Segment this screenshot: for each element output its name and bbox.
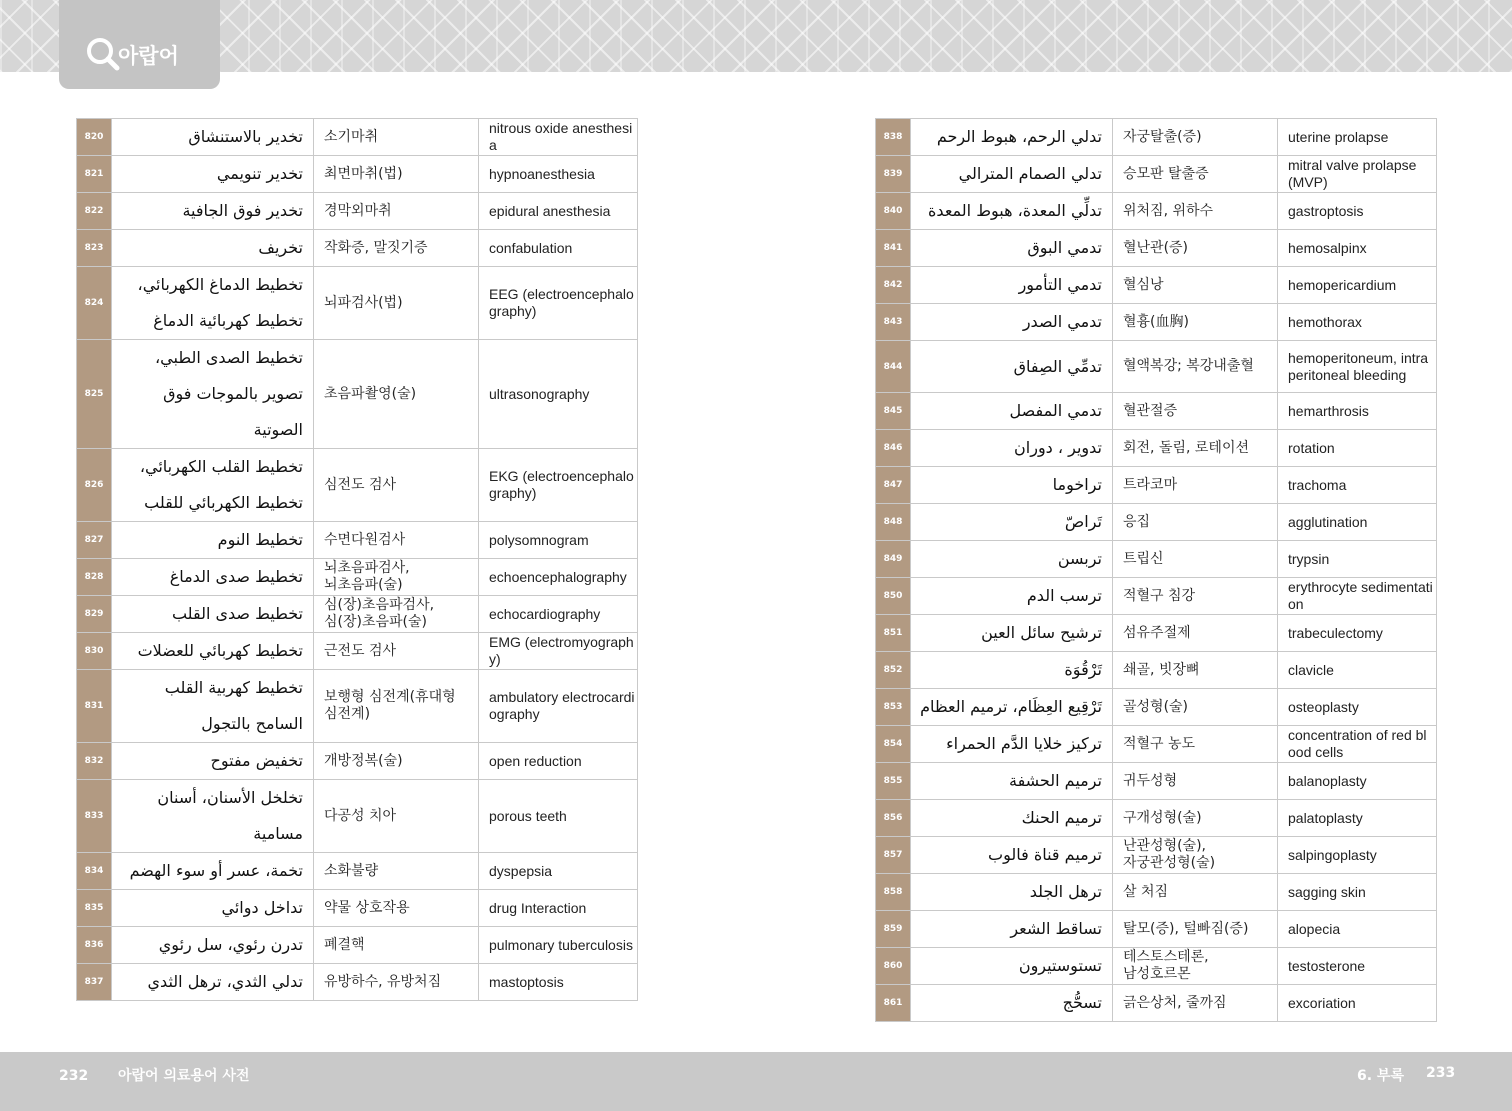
arabic-term: تدلي الرحم، هبوط الرحم [911, 119, 1113, 156]
arabic-term: تَرْقُوَة [911, 652, 1113, 689]
english-term: testosterone [1278, 948, 1437, 985]
table-row [77, 193, 638, 230]
english-term: EEG (electroencephalography) [479, 267, 638, 340]
table-row [876, 541, 1437, 578]
entry-number: 855 [876, 763, 911, 800]
arabic-term: ترشيح سائل العين [911, 615, 1113, 652]
entry-number: 860 [876, 948, 911, 985]
table-row [876, 689, 1437, 726]
korean-term: 소화불량 [314, 853, 479, 890]
english-term: epidural anesthesia [479, 193, 638, 230]
korean-term: 작화증, 말짓기증 [314, 230, 479, 267]
entry-number: 845 [876, 393, 911, 430]
korean-term: 수면다원검사 [314, 522, 479, 559]
korean-term: 혈액복강; 복강내출혈 [1113, 341, 1278, 393]
right-glossary-table [875, 118, 1437, 1022]
english-term: mastoptosis [479, 964, 638, 1001]
entry-number: 823 [77, 230, 112, 267]
entry-number: 842 [876, 267, 911, 304]
arabic-term: ترهل الجلد [911, 874, 1113, 911]
english-term: hemarthrosis [1278, 393, 1437, 430]
entry-number: 839 [876, 156, 911, 193]
table-row [77, 780, 638, 853]
tab-label: 아랍어 [118, 44, 179, 68]
arabic-term: تدمي المفصل [911, 393, 1113, 430]
table-row [77, 522, 638, 559]
table-row [876, 800, 1437, 837]
korean-term: 근전도 검사 [314, 633, 479, 670]
korean-term: 자궁탈출(증) [1113, 119, 1278, 156]
table-row [77, 119, 638, 156]
arabic-term: تربسن [911, 541, 1113, 578]
korean-term: 난관성형(술), 자궁관성형(술) [1113, 837, 1278, 874]
korean-term: 회전, 돌림, 로테이션 [1113, 430, 1278, 467]
english-term: hypnoanesthesia [479, 156, 638, 193]
entry-number: 843 [876, 304, 911, 341]
english-term: echocardiography [479, 596, 638, 633]
table-row [77, 559, 638, 596]
entry-number: 854 [876, 726, 911, 763]
table-row [876, 393, 1437, 430]
english-term: drug Interaction [479, 890, 638, 927]
korean-term: 폐결핵 [314, 927, 479, 964]
table-row [876, 119, 1437, 156]
arabic-term: تخطيط الدماغ الكهربائي، تخطيط كهربائية الدماغ [112, 267, 314, 340]
korean-term: 혈난관(증) [1113, 230, 1278, 267]
arabic-term: تراخوما [911, 467, 1113, 504]
entry-number: 838 [876, 119, 911, 156]
english-term: polysomnogram [479, 522, 638, 559]
table-row [77, 633, 638, 670]
arabic-term: تخدير تنويمي [112, 156, 314, 193]
table-row [876, 230, 1437, 267]
table-row [77, 267, 638, 340]
arabic-term: تخطيط صدى الدماغ [112, 559, 314, 596]
arabic-term: تخريف [112, 230, 314, 267]
english-term: ambulatory electrocardiography [479, 670, 638, 743]
table-row [876, 874, 1437, 911]
korean-term: 트라코마 [1113, 467, 1278, 504]
korean-term: 혈흉(血胸) [1113, 304, 1278, 341]
english-term: agglutination [1278, 504, 1437, 541]
entry-number: 833 [77, 780, 112, 853]
english-term: echoencephalography [479, 559, 638, 596]
arabic-term: تخطيط الصدى الطبي، تصوير بالموجات فوق الصوتية [112, 340, 314, 449]
entry-number: 836 [77, 927, 112, 964]
entry-number: 852 [876, 652, 911, 689]
korean-term: 초음파촬영(술) [314, 340, 479, 449]
korean-term: 약물 상호작용 [314, 890, 479, 927]
english-term: concentration of red blood cells [1278, 726, 1437, 763]
english-term: dyspepsia [479, 853, 638, 890]
arabic-term: تساقط الشعر [911, 911, 1113, 948]
korean-term: 적혈구 침강 [1113, 578, 1278, 615]
entry-number: 831 [77, 670, 112, 743]
table-row [77, 670, 638, 743]
english-term: sagging skin [1278, 874, 1437, 911]
entry-number: 856 [876, 800, 911, 837]
korean-term: 개방정복(술) [314, 743, 479, 780]
arabic-term: تدرن رئوي، سل رئوي [112, 927, 314, 964]
english-term: pulmonary tuberculosis [479, 927, 638, 964]
arabic-term: تَراصّ [911, 504, 1113, 541]
korean-term: 골성형(술) [1113, 689, 1278, 726]
table-row [77, 964, 638, 1001]
table-row [876, 615, 1437, 652]
arabic-term: تخفيض مفتوح [112, 743, 314, 780]
table-row [77, 340, 638, 449]
english-term: uterine prolapse [1278, 119, 1437, 156]
english-term: open reduction [479, 743, 638, 780]
entry-number: 835 [77, 890, 112, 927]
english-term: ultrasonography [479, 340, 638, 449]
arabic-term: تخمة، عسر أو سوء الهضم [112, 853, 314, 890]
arabic-term: تخدير فوق الجافية [112, 193, 314, 230]
english-term: hemoperitoneum, intraperitoneal bleeding [1278, 341, 1437, 393]
entry-number: 846 [876, 430, 911, 467]
left-glossary-table [76, 118, 638, 1001]
arabic-term: تخلخل الأسنان، أسنان مسامية [112, 780, 314, 853]
entry-number: 849 [876, 541, 911, 578]
korean-term: 뇌초음파검사, 뇌초음파(술) [314, 559, 479, 596]
korean-term: 심(장)초음파검사, 심(장)초음파(술) [314, 596, 479, 633]
table-row [876, 911, 1437, 948]
korean-term: 섬유주절제 [1113, 615, 1278, 652]
header-banner [0, 0, 1512, 72]
left-book-title: 아랍어 의료용어 사전 [118, 1068, 250, 1084]
english-term: gastroptosis [1278, 193, 1437, 230]
english-term: hemopericardium [1278, 267, 1437, 304]
english-term: excoriation [1278, 985, 1437, 1022]
table-row [876, 652, 1437, 689]
korean-term: 트립신 [1113, 541, 1278, 578]
arabic-term: تدمي الصدر [911, 304, 1113, 341]
table-row [876, 763, 1437, 800]
arabic-term: تخطيط صدى القلب [112, 596, 314, 633]
entry-number: 848 [876, 504, 911, 541]
arabic-term: تدلي الصمام المترالي [911, 156, 1113, 193]
right-section-title: 6. 부록 [1357, 1068, 1404, 1084]
table-row [876, 578, 1437, 615]
table-row [77, 596, 638, 633]
entry-number: 850 [876, 578, 911, 615]
table-row [77, 890, 638, 927]
entry-number: 858 [876, 874, 911, 911]
english-term: alopecia [1278, 911, 1437, 948]
arabic-term: ترميم الحنك [911, 800, 1113, 837]
korean-term: 구개성형(술) [1113, 800, 1278, 837]
korean-term: 귀두성형 [1113, 763, 1278, 800]
entry-number: 828 [77, 559, 112, 596]
table-row [77, 230, 638, 267]
entry-number: 830 [77, 633, 112, 670]
korean-term: 다공성 치아 [314, 780, 479, 853]
arabic-term: تركيز خلايا الدَّم الحمراء [911, 726, 1113, 763]
korean-term: 심전도 검사 [314, 449, 479, 522]
table-row [876, 156, 1437, 193]
table-row [77, 853, 638, 890]
korean-term: 혈관절증 [1113, 393, 1278, 430]
search-icon [85, 36, 121, 72]
korean-term: 뇌파검사(법) [314, 267, 479, 340]
table-row [876, 467, 1437, 504]
entry-number: 826 [77, 449, 112, 522]
arabic-term: ترسب الدم [911, 578, 1113, 615]
right-page-number: 233 [1426, 1065, 1456, 1081]
english-term: clavicle [1278, 652, 1437, 689]
entry-number: 853 [876, 689, 911, 726]
left-page-number: 232 [59, 1068, 89, 1084]
english-term: porous teeth [479, 780, 638, 853]
entry-number: 837 [77, 964, 112, 1001]
korean-term: 유방하수, 유방처짐 [314, 964, 479, 1001]
korean-term: 보행형 심전계(휴대형 심전계) [314, 670, 479, 743]
korean-term: 경막외마취 [314, 193, 479, 230]
table-row [876, 304, 1437, 341]
korean-term: 살 처짐 [1113, 874, 1278, 911]
table-row [876, 504, 1437, 541]
table-row [876, 726, 1437, 763]
arabic-term: تخطيط كهربائي للعضلات [112, 633, 314, 670]
entry-number: 829 [77, 596, 112, 633]
entry-number: 841 [876, 230, 911, 267]
korean-term: 최면마취(법) [314, 156, 479, 193]
entry-number: 840 [876, 193, 911, 230]
table-row [876, 341, 1437, 393]
english-term: mitral valve prolapse (MVP) [1278, 156, 1437, 193]
english-term: balanoplasty [1278, 763, 1437, 800]
entry-number: 851 [876, 615, 911, 652]
english-term: trabeculectomy [1278, 615, 1437, 652]
arabic-term: تدوير ، دوران [911, 430, 1113, 467]
entry-number: 847 [876, 467, 911, 504]
korean-term: 긁은상처, 줄까짐 [1113, 985, 1278, 1022]
entry-number: 824 [77, 267, 112, 340]
arabic-term: تستوستيرون [911, 948, 1113, 985]
korean-term: 탈모(증), 털빠짐(증) [1113, 911, 1278, 948]
entry-number: 861 [876, 985, 911, 1022]
korean-term: 적혈구 농도 [1113, 726, 1278, 763]
entry-number: 844 [876, 341, 911, 393]
korean-term: 테스토스테론, 남성호르몬 [1113, 948, 1278, 985]
korean-term: 위처짐, 위하수 [1113, 193, 1278, 230]
korean-term: 소기마취 [314, 119, 479, 156]
entry-number: 822 [77, 193, 112, 230]
footer-bar [0, 1052, 1512, 1111]
arabic-term: تخدير بالاستنشاق [112, 119, 314, 156]
english-term: confabulation [479, 230, 638, 267]
table-row [876, 267, 1437, 304]
english-term: EKG (electroencephalography) [479, 449, 638, 522]
entry-number: 834 [77, 853, 112, 890]
table-row [876, 837, 1437, 874]
english-term: salpingoplasty [1278, 837, 1437, 874]
entry-number: 821 [77, 156, 112, 193]
arabic-term: تدمِّي الصِفاق [911, 341, 1113, 393]
english-term: hemosalpinx [1278, 230, 1437, 267]
table-row [876, 948, 1437, 985]
english-term: trachoma [1278, 467, 1437, 504]
arabic-term: تدمي التأمور [911, 267, 1113, 304]
arabic-term: تخطيط النوم [112, 522, 314, 559]
english-term: osteoplasty [1278, 689, 1437, 726]
english-term: erythrocyte sedimentation [1278, 578, 1437, 615]
table-row [77, 927, 638, 964]
korean-term: 쇄골, 빗장뼈 [1113, 652, 1278, 689]
korean-term: 응집 [1113, 504, 1278, 541]
table-row [77, 156, 638, 193]
arabic-term: ترميم الحشفة [911, 763, 1113, 800]
table-row [77, 743, 638, 780]
arabic-term: تدمي البوق [911, 230, 1113, 267]
english-term: nitrous oxide anesthesia [479, 119, 638, 156]
entry-number: 820 [77, 119, 112, 156]
table-row [876, 193, 1437, 230]
english-term: palatoplasty [1278, 800, 1437, 837]
arabic-term: تخطيط القلب الكهربائي، تخطيط الكهربائي للقلب [112, 449, 314, 522]
entry-number: 859 [876, 911, 911, 948]
english-term: EMG (electromyography) [479, 633, 638, 670]
entry-number: 832 [77, 743, 112, 780]
table-row [77, 449, 638, 522]
english-term: rotation [1278, 430, 1437, 467]
table-row [876, 985, 1437, 1022]
arabic-term: تخطيط كهربية القلب السامح بالتجول [112, 670, 314, 743]
korean-term: 승모판 탈출증 [1113, 156, 1278, 193]
entry-number: 825 [77, 340, 112, 449]
table-row [876, 430, 1437, 467]
arabic-term: تَرْقِيع العِظَام، ترميم العظام [911, 689, 1113, 726]
arabic-term: ترميم قناة فالوب [911, 837, 1113, 874]
entry-number: 857 [876, 837, 911, 874]
korean-term: 혈심낭 [1113, 267, 1278, 304]
arabic-term: تسحُّج [911, 985, 1113, 1022]
english-term: trypsin [1278, 541, 1437, 578]
entry-number: 827 [77, 522, 112, 559]
english-term: hemothorax [1278, 304, 1437, 341]
arabic-term: تدلِّي المعدة، هبوط المعدة [911, 193, 1113, 230]
arabic-term: تدلي الثدي، ترهل الثدي [112, 964, 314, 1001]
arabic-term: تداخل دوائي [112, 890, 314, 927]
